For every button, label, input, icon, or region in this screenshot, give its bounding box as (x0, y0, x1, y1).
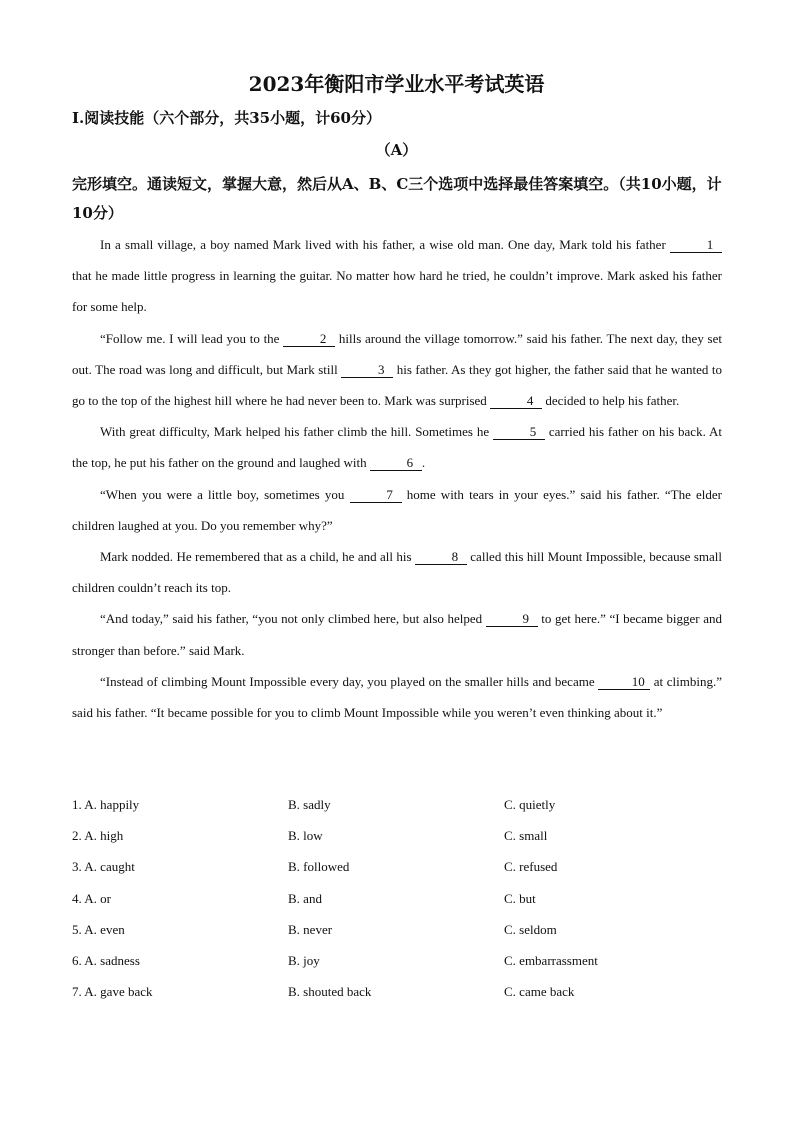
text: his father. As they got higher, the father said that he wanted to go to the top of the highest hill where he had never been to. Mark was surprised (72, 361, 722, 409)
blank-5: 5 (493, 424, 545, 440)
blank-8: 8 (415, 549, 467, 565)
option-row-2 (72, 820, 722, 851)
option-row-3 (72, 851, 722, 882)
option-c: C. embarrassment (504, 952, 598, 968)
option-b: B. followed (288, 859, 350, 875)
option-row-7 (72, 976, 722, 1007)
blank-9: 9 (486, 611, 538, 627)
paragraph-4 (72, 479, 722, 541)
paragraph-3 (72, 416, 722, 478)
option-row-6 (72, 945, 722, 976)
page-title: 2023年衡阳市学业水平考试英语 (248, 72, 545, 96)
text: . (421, 455, 426, 471)
option-a: 2. A. high (72, 828, 124, 844)
text: carried his father on his back. At the top, he put his father on the ground and laughed with (72, 424, 722, 471)
option-a: 3. A. caught (72, 859, 135, 875)
blank-6: 6 (370, 455, 422, 471)
paragraph-2 (72, 323, 722, 417)
option-row-4 (72, 883, 722, 914)
answer-options (72, 789, 722, 1007)
option-a: 1. A. happily (72, 797, 140, 812)
option-c: C. small (504, 828, 548, 844)
blank-2: 2 (283, 331, 335, 347)
blank-10: 10 (598, 674, 650, 690)
option-a: 4. A. or (72, 890, 111, 906)
option-a: 5. A. even (72, 921, 125, 937)
text: “Follow me. I will lead you to the (100, 330, 284, 346)
paragraph-1 (72, 229, 722, 323)
part-label: （A） (375, 141, 418, 159)
option-b: B. shouted back (288, 984, 372, 1000)
text: called this hill Mount Impossible, because small children couldn’t reach its top. (72, 549, 722, 596)
text: With great difficulty, Mark helped his father climb the hill. Sometimes he (100, 424, 493, 440)
option-row-1 (72, 789, 722, 820)
option-b: B. and (288, 890, 322, 906)
option-c: C. refused (504, 859, 558, 875)
blank-3: 3 (341, 362, 393, 378)
option-a: 6. A. sadness (72, 952, 140, 968)
text: Mark nodded. He remembered that as a child, he and all his (100, 549, 415, 565)
text: “And today,” said his father, “you not only climbed here, but also helped (100, 611, 486, 627)
paragraph-5 (72, 541, 722, 603)
paragraph-6 (72, 603, 722, 665)
option-row-5 (72, 914, 722, 945)
option-c: C. seldom (504, 921, 557, 937)
option-c: C. came back (504, 984, 575, 1000)
text: to get here.” “I became bigger and stronger than before.” said Mark. (72, 611, 722, 658)
blank-7: 7 (350, 487, 402, 503)
text: In a small village, a boy named Mark lived with his father, a wise old man. One day, Mark told his father (100, 237, 670, 252)
option-b: B. never (288, 921, 333, 937)
cloze-passage (72, 229, 722, 728)
instructions: 完形填空。通读短文，掌握大意，然后从A、B、C三个选项中选择最佳答案填空。（共10小题，计10分） (72, 175, 722, 222)
option-c: C. quietly (504, 797, 556, 812)
section-heading: I.阅读技能（六个部分，共35小题，计60分） (72, 109, 381, 127)
option-b: B. joy (288, 952, 320, 968)
blank-1: 1 (670, 237, 722, 253)
text: decided to help his father. (542, 393, 680, 409)
paragraph-7 (72, 666, 722, 728)
text: that he made little progress in learning the guitar. No matter how hard he tried, he couldn’t improve. Mark asked his father for some help. (72, 268, 722, 315)
text: “When you were a little boy, sometimes you (100, 486, 350, 502)
option-c: C. but (504, 890, 536, 906)
option-b: B. sadly (288, 797, 331, 812)
text: at climbing.” said his father. “It became possible for you to climb Mount Impossible while you weren’t even thinking about it.” (72, 673, 722, 721)
text: home with tears in your eyes.” said his father. “The elder children laughed at you. Do you remember why?” (72, 486, 722, 533)
text: “Instead of climbing Mount Impossible every day, you played on the smaller hills and became (100, 673, 599, 689)
blank-4: 4 (490, 393, 542, 409)
option-a: 7. A. gave back (72, 984, 153, 1000)
text: hills around the village tomorrow.” said his father. The next day, they set out. The road was long and difficult, but Mark still (72, 330, 722, 377)
option-b: B. low (288, 828, 323, 844)
